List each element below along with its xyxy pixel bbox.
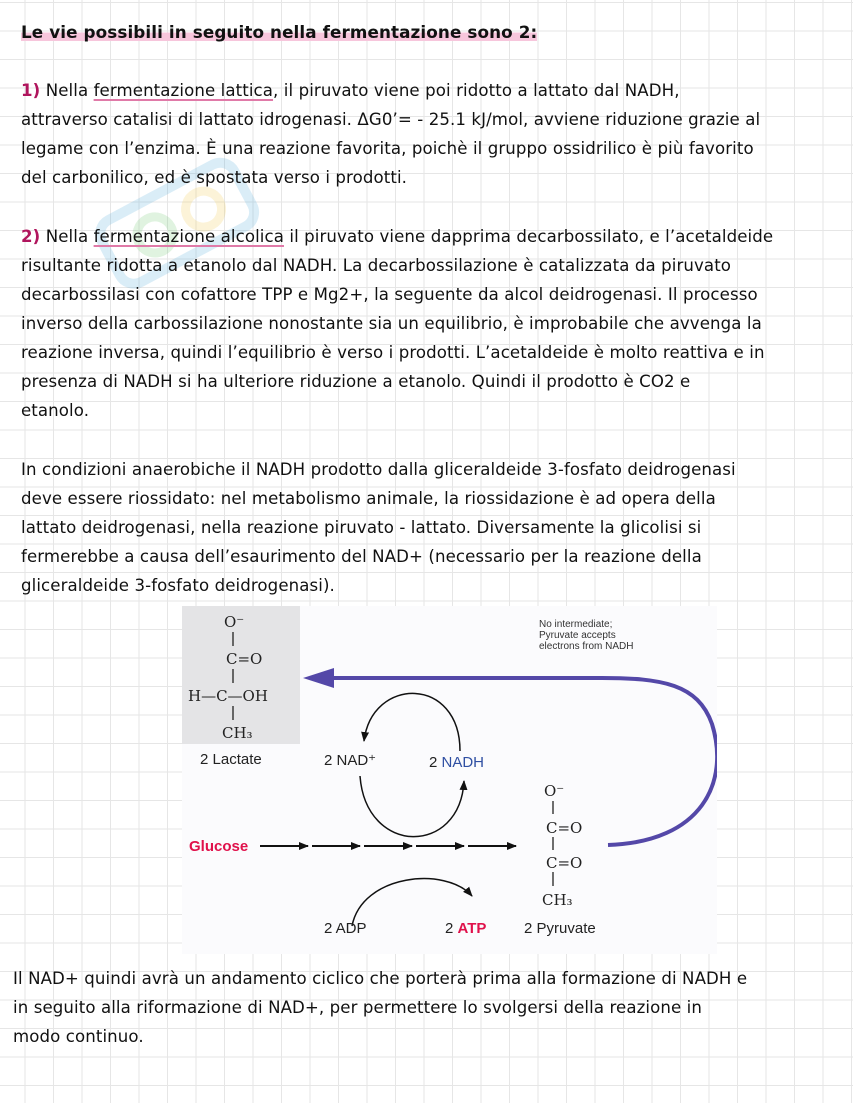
note-line-2: Pyruvate accepts — [539, 630, 616, 641]
para1-text: , il piruvato viene poi ridotto a lattato dal NADH, — [273, 81, 680, 100]
pyruvate-carbonyl-1: C=O — [546, 819, 583, 837]
para3-line3: lattato deidrogenasi, nella reazione piruvato - lattato. Diversamente la glicolisi si — [21, 518, 702, 537]
para2-line7: etanolo. — [21, 401, 90, 420]
pyruvate-ch3: CH₃ — [542, 891, 573, 909]
nadh-prefix: 2 — [429, 754, 442, 771]
para4-line3: modo continuo. — [13, 1027, 144, 1046]
return-arrowhead — [303, 668, 334, 688]
lactate-carbonyl: C=O — [226, 650, 263, 668]
para2-line3: decarbossilasi con cofattore TPP e Mg2+, la seguente da alcol deidrogenasi. Il processo — [21, 285, 758, 304]
nadh-text: NADH — [441, 754, 485, 771]
para2-text: Nella — [40, 227, 94, 246]
diagram-svg — [182, 606, 717, 954]
para1-line1 — [21, 76, 680, 105]
para3-line4: fermerebbe a causa dell’esaurimento del NAD+ (necessario per la reazione della — [21, 547, 702, 566]
note-line-3: electrons from NADH — [539, 641, 634, 652]
para1-number: 1) — [21, 81, 41, 100]
nad-to-nadh-arrow — [360, 776, 464, 837]
page-title — [21, 18, 537, 47]
adp-to-atp-arrow — [352, 879, 472, 926]
para1-text: Nella — [40, 81, 94, 100]
fermentation-diagram — [182, 606, 717, 954]
para2-line4: inverso della carbossilazione nonostante sia un equilibrio, è improbabile che avvenga la — [21, 314, 762, 333]
para3-line1: In condizioni anaerobiche il NADH prodotto dalla gliceraldeide 3-fosfato deidrogenasi — [21, 460, 736, 479]
para3-line5: gliceraldeide 3-fosfato deidrogenasi). — [21, 576, 335, 595]
atp-prefix: 2 — [445, 920, 458, 937]
pyruvate-o-minus: O⁻ — [544, 782, 565, 800]
atp-text: ATP — [457, 920, 487, 937]
nadh-label — [429, 754, 484, 771]
lactate-label: 2 Lactate — [200, 751, 262, 768]
alcoholic-fermentation-term: fermentazione alcolica — [93, 227, 284, 246]
para2-number: 2) — [21, 227, 41, 246]
lactate-o-minus: O⁻ — [224, 613, 245, 631]
pyruvate-carbonyl-2: C=O — [546, 854, 583, 872]
adp-label: 2 ADP — [324, 920, 367, 937]
nad-text: 2 NAD⁺ — [324, 752, 377, 769]
lactate-choh: H—C—OH — [188, 687, 268, 705]
note-line-1: No intermediate; — [539, 619, 613, 630]
para3-line2: deve essere riossidato: nel metabolismo animale, la riossidazione è ad opera della — [21, 489, 716, 508]
atp-label — [445, 920, 486, 937]
pyruvate-label: 2 Pyruvate — [524, 920, 596, 937]
title-text: Le vie possibili in seguito nella fermentazione sono 2: — [21, 22, 538, 42]
lactic-fermentation-term: fermentazione lattica — [93, 81, 274, 100]
return-arrow — [332, 678, 717, 845]
para2-text: il piruvato viene dapprima decarbossilato, e l’acetaldeide — [284, 227, 774, 246]
nad-label — [324, 752, 376, 769]
lactate-ch3: CH₃ — [222, 724, 253, 742]
para2-line6: presenza di NADH si ha ulteriore riduzione a etanolo. Quindi il prodotto è CO2 e — [21, 372, 691, 391]
para2-line5: reazione inversa, quindi l’equilibrio è verso i prodotti. L’acetaldeide è molto reattiva e in — [21, 343, 765, 362]
nadh-to-nad-arrow — [364, 693, 460, 751]
para1-line4: del carbonilico, ed è spostata verso i prodotti. — [21, 168, 408, 187]
para2-line2: risultante ridotta a etanolo dal NADH. La decarbossilazione è catalizzata da piruvato — [21, 256, 732, 275]
para1-line3: legame con l’enzima. È una reazione favorita, poichè il gruppo ossidrilico è più favorito — [21, 139, 754, 158]
para4-line1: Il NAD+ quindi avrà un andamento ciclico che porterà prima alla formazione di NADH e — [13, 969, 748, 988]
para2-line1 — [21, 222, 773, 251]
para4-line2: in seguito alla riformazione di NAD+, per permettere lo svolgersi della reazione in — [13, 998, 703, 1017]
glucose-label: Glucose — [189, 838, 249, 855]
para1-line2: attraverso catalisi di lattato idrogenasi. ΔG0’= - 25.1 kJ/mol, avviene riduzione grazie al — [21, 110, 761, 129]
